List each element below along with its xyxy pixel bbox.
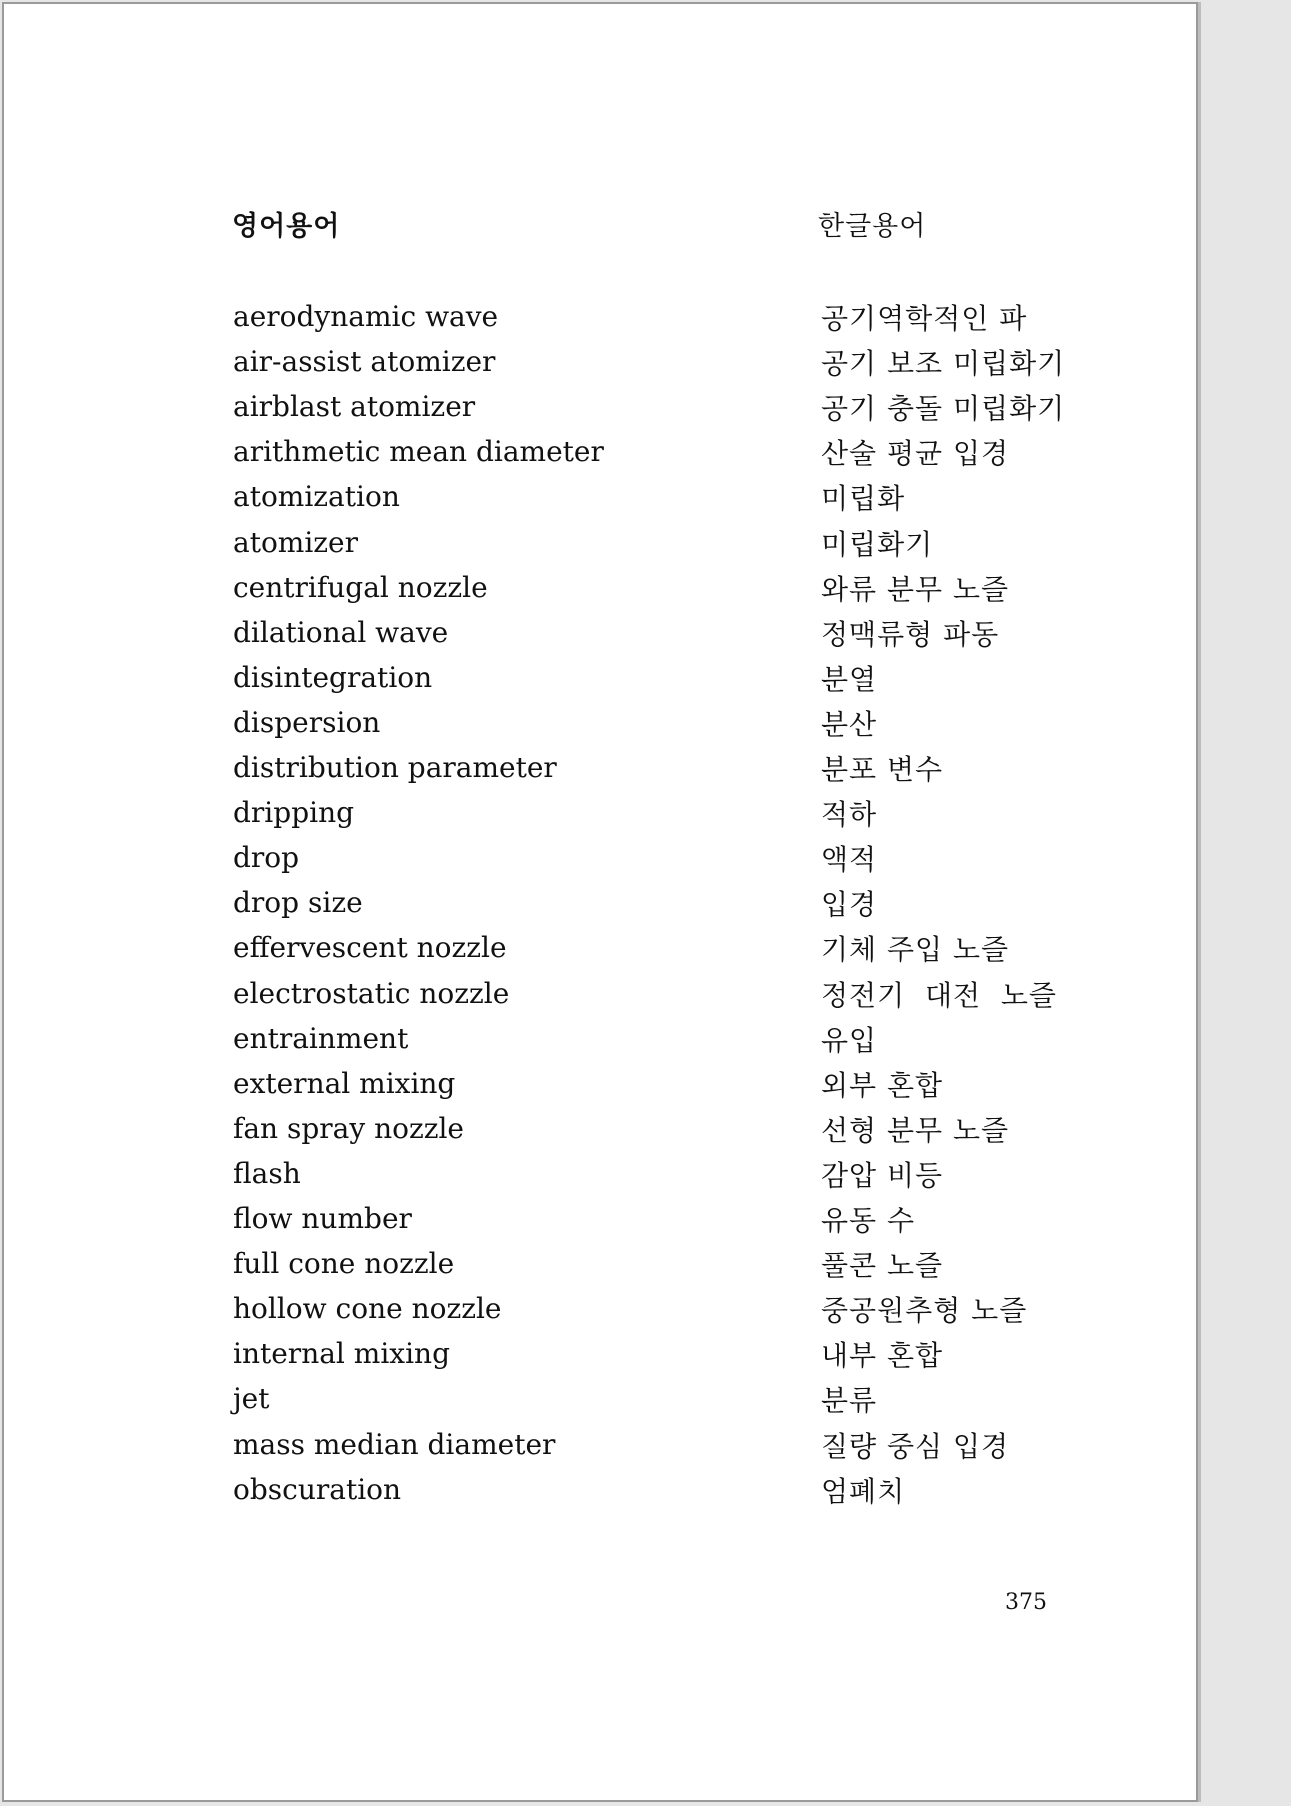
english-term: full cone nozzle [233, 1247, 455, 1281]
glossary-row [4, 751, 1200, 796]
glossary-row [4, 1112, 1200, 1157]
korean-term: 공기역학적인 파 [821, 302, 1028, 335]
korean-term: 적하 [821, 798, 878, 832]
glossary-row [4, 931, 1200, 976]
glossary-row [4, 345, 1200, 390]
korean-term: 미립화기 [821, 527, 934, 561]
korean-term: 질량 중심 입경 [821, 1429, 1010, 1463]
korean-term: 분산 [821, 707, 878, 741]
glossary-row [4, 886, 1200, 931]
english-term: drop [233, 841, 300, 875]
korean-term: 분열 [821, 662, 878, 696]
korean-term: 감압 비등 [821, 1158, 944, 1192]
glossary-row [4, 841, 1200, 886]
glossary-row [4, 977, 1200, 1022]
korean-term: 풀콘 노즐 [821, 1249, 944, 1283]
english-term: effervescent nozzle [233, 931, 507, 965]
glossary-row [4, 390, 1200, 435]
korean-term: 입경 [821, 888, 878, 922]
english-term: jet [233, 1382, 270, 1416]
glossary-row [4, 706, 1200, 751]
english-term: atomization [233, 480, 400, 514]
english-term: airblast atomizer [233, 390, 476, 424]
korean-term: 분류 [821, 1384, 878, 1418]
english-term: dripping [233, 796, 355, 830]
english-term: obscuration [233, 1472, 402, 1506]
english-term: mass median diameter [233, 1427, 556, 1461]
english-term: flash [233, 1156, 301, 1190]
korean-term: 미립화 [821, 482, 906, 516]
english-term: entrainment [233, 1021, 409, 1055]
glossary-row [4, 796, 1200, 841]
english-column-header: 영어용어 [232, 211, 341, 242]
document-page [2, 2, 1198, 1802]
page-number: 375 [1005, 1590, 1047, 1615]
english-term: flow number [233, 1202, 412, 1235]
glossary-row [4, 435, 1200, 480]
english-term: arithmetic mean diameter [233, 435, 604, 469]
glossary-row [4, 1382, 1200, 1427]
english-term: electrostatic nozzle [233, 976, 510, 1010]
english-term: atomizer [233, 525, 359, 559]
glossary-row [4, 1067, 1200, 1112]
korean-term: 중공원추형 노즐 [821, 1294, 1028, 1328]
glossary-row [4, 1202, 1200, 1247]
korean-term: 기체 주입 노즐 [821, 933, 1010, 967]
glossary-row [4, 526, 1200, 571]
korean-term: 엄폐치 [821, 1474, 906, 1508]
glossary-row [4, 1428, 1200, 1473]
english-term: external mixing [233, 1066, 456, 1100]
korean-term: 와류 분무 노즐 [821, 572, 1010, 606]
glossary-row [4, 1337, 1200, 1382]
glossary-row [4, 661, 1200, 706]
korean-term: 외부 혼합 [821, 1068, 944, 1102]
english-term: centrifugal nozzle [233, 570, 488, 604]
english-term: fan spray nozzle [233, 1111, 464, 1145]
english-term: dilational wave [233, 615, 449, 649]
english-term: aerodynamic wave [233, 300, 499, 333]
english-term: dispersion [233, 705, 381, 739]
english-term: air-assist atomizer [233, 345, 496, 379]
korean-term: 정전기 대전 노즐 [821, 978, 1057, 1012]
korean-term: 분포 변수 [821, 753, 944, 786]
korean-column-header: 한글용어 [818, 211, 927, 242]
english-term: drop size [233, 886, 363, 920]
korean-term: 공기 보조 미립화기 [821, 347, 1066, 381]
korean-term: 액적 [821, 843, 878, 877]
glossary-row [4, 300, 1200, 345]
english-term: distribution parameter [233, 751, 557, 784]
glossary-row [4, 1292, 1200, 1337]
korean-term: 정맥류형 파동 [821, 617, 1000, 651]
english-term: disintegration [233, 660, 433, 694]
korean-term: 내부 혼합 [821, 1339, 944, 1373]
korean-term: 산술 평균 입경 [821, 437, 1010, 471]
glossary-row [4, 1247, 1200, 1292]
korean-term: 유입 [821, 1023, 878, 1057]
korean-term: 선형 분무 노즐 [821, 1113, 1010, 1147]
glossary-row [4, 1022, 1200, 1067]
glossary-row [4, 480, 1200, 525]
glossary-row [4, 1473, 1200, 1518]
glossary-row [4, 1157, 1200, 1202]
english-term: internal mixing [233, 1337, 450, 1371]
korean-term: 공기 충돌 미립화기 [821, 392, 1066, 426]
glossary-row [4, 616, 1200, 661]
korean-term: 유동 수 [821, 1204, 916, 1237]
glossary-row [4, 571, 1200, 616]
english-term: hollow cone nozzle [233, 1292, 502, 1326]
